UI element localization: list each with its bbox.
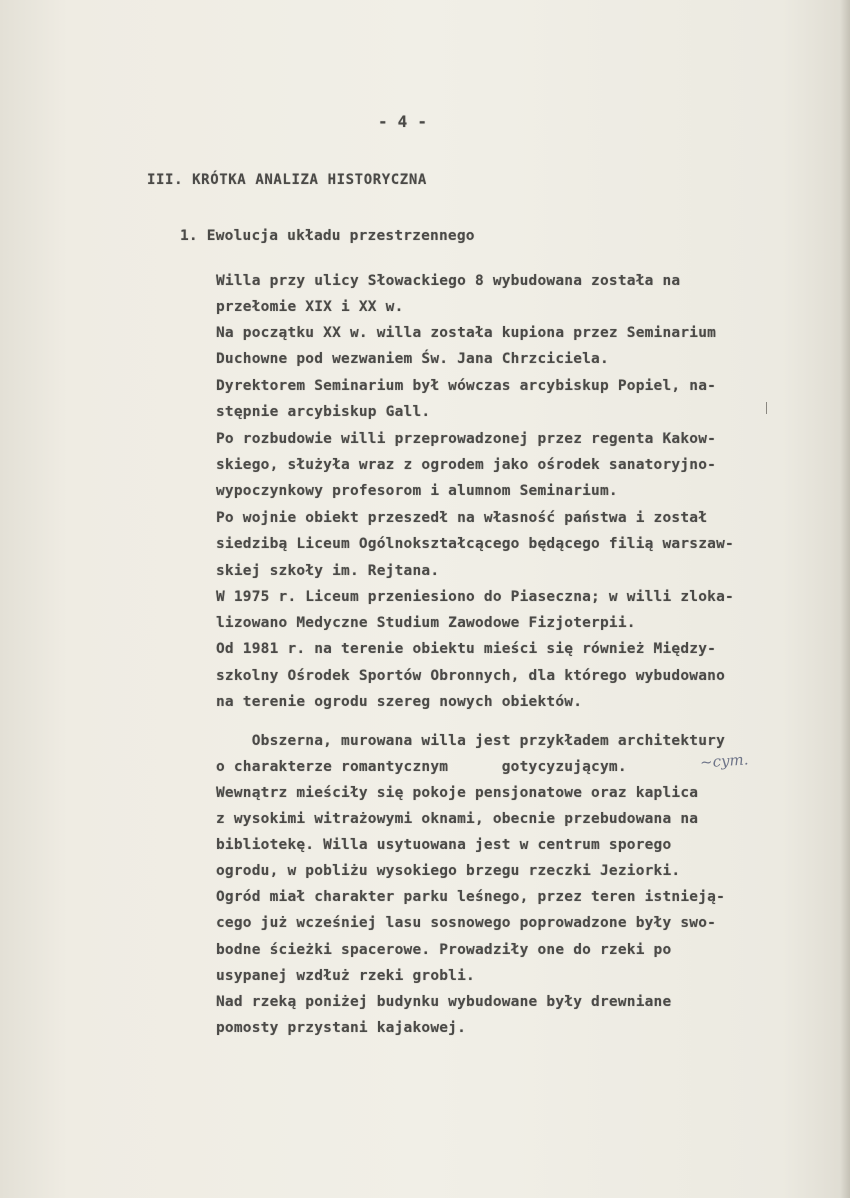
paragraph2-line: Obszerna, murowana willa jest przykładem architektury [216, 733, 725, 749]
paragraph1-line: Po wojnie obiekt przeszedł na własność państwa i został [216, 510, 708, 526]
paragraph2-line: cego już wcześniej lasu sosnowego poprowadzone były swo- [216, 915, 717, 931]
paragraph1-line: wypoczynkowy profesorom i alumnom Seminarium. [216, 483, 618, 499]
paragraph1-line: Na początku XX w. willa została kupiona przez Seminarium [216, 325, 717, 341]
paragraph2-line: ogrodu, w pobliżu wysokiego brzegu rzeczki Jeziorki. [216, 863, 681, 879]
subsection-title: 1. Ewolucja układu przestrzennego [180, 228, 475, 244]
paragraph2-line: bodne ścieżki spacerowe. Prowadziły one do rzeki po [216, 942, 672, 958]
paragraph1-line: szkolny Ośrodek Sportów Obronnych, dla którego wybudowano [216, 668, 725, 684]
paragraph2-line: usypanej wzdłuż rzeki grobli. [216, 968, 475, 984]
page-number: - 4 - [378, 112, 428, 131]
paragraph1-line: skiego, służyła wraz z ogrodem jako ośrodek sanatoryjno- [216, 457, 717, 473]
paragraph1-line: Od 1981 r. na terenie obiektu mieści się również Między- [216, 641, 717, 657]
paragraph1-line: przełomie XIX i XX w. [216, 299, 404, 315]
paragraph1-line: Willa przy ulicy Słowackiego 8 wybudowana została na [216, 273, 681, 289]
paragraph1-line: Duchowne pod wezwaniem Św. Jana Chrzciciela. [216, 351, 609, 367]
paragraph1-line: na terenie ogrodu szereg nowych obiektów. [216, 694, 583, 710]
paragraph1-line: stępnie arcybiskup Gall. [216, 404, 431, 420]
stray-pen-mark [766, 402, 767, 414]
handwritten-correction: ~cym. [699, 750, 750, 772]
paragraph2-line: z wysokimi witrażowymi oknami, obecnie przebudowana na [216, 811, 699, 827]
paragraph2-line: bibliotekę. Willa usytuowana jest w centrum sporego [216, 837, 672, 853]
paragraph2-line: o charakterze romantycznym gotycyzującym. [216, 759, 627, 775]
paragraph1-line: Dyrektorem Seminarium był wówczas arcybiskup Popiel, na- [216, 378, 717, 394]
paragraph1-line: W 1975 r. Liceum przeniesiono do Piaseczna; w willi zloka- [216, 589, 734, 605]
paragraph2-line: Nad rzeką poniżej budynku wybudowane były drewniane [216, 994, 672, 1010]
paragraph1-line: Po rozbudowie willi przeprowadzonej przez regenta Kakow- [216, 431, 717, 447]
paragraph2-line: Wewnątrz mieściły się pokoje pensjonatowe oraz kaplica [216, 785, 699, 801]
page-edge-shadow [840, 0, 850, 1198]
paragraph1-line: lizowano Medyczne Studium Zawodowe Fizjoterpii. [216, 615, 636, 631]
paragraph2-line: Ogród miał charakter parku leśnego, przez teren istnieją- [216, 889, 725, 905]
paragraph1-line: siedzibą Liceum Ogólnokształcącego będącego filią warszaw- [216, 536, 734, 552]
section-title: III. KRÓTKA ANALIZA HISTORYCZNA [147, 172, 427, 188]
paragraph1-line: skiej szkoły im. Rejtana. [216, 563, 440, 579]
paragraph2-line: pomosty przystani kajakowej. [216, 1020, 467, 1036]
